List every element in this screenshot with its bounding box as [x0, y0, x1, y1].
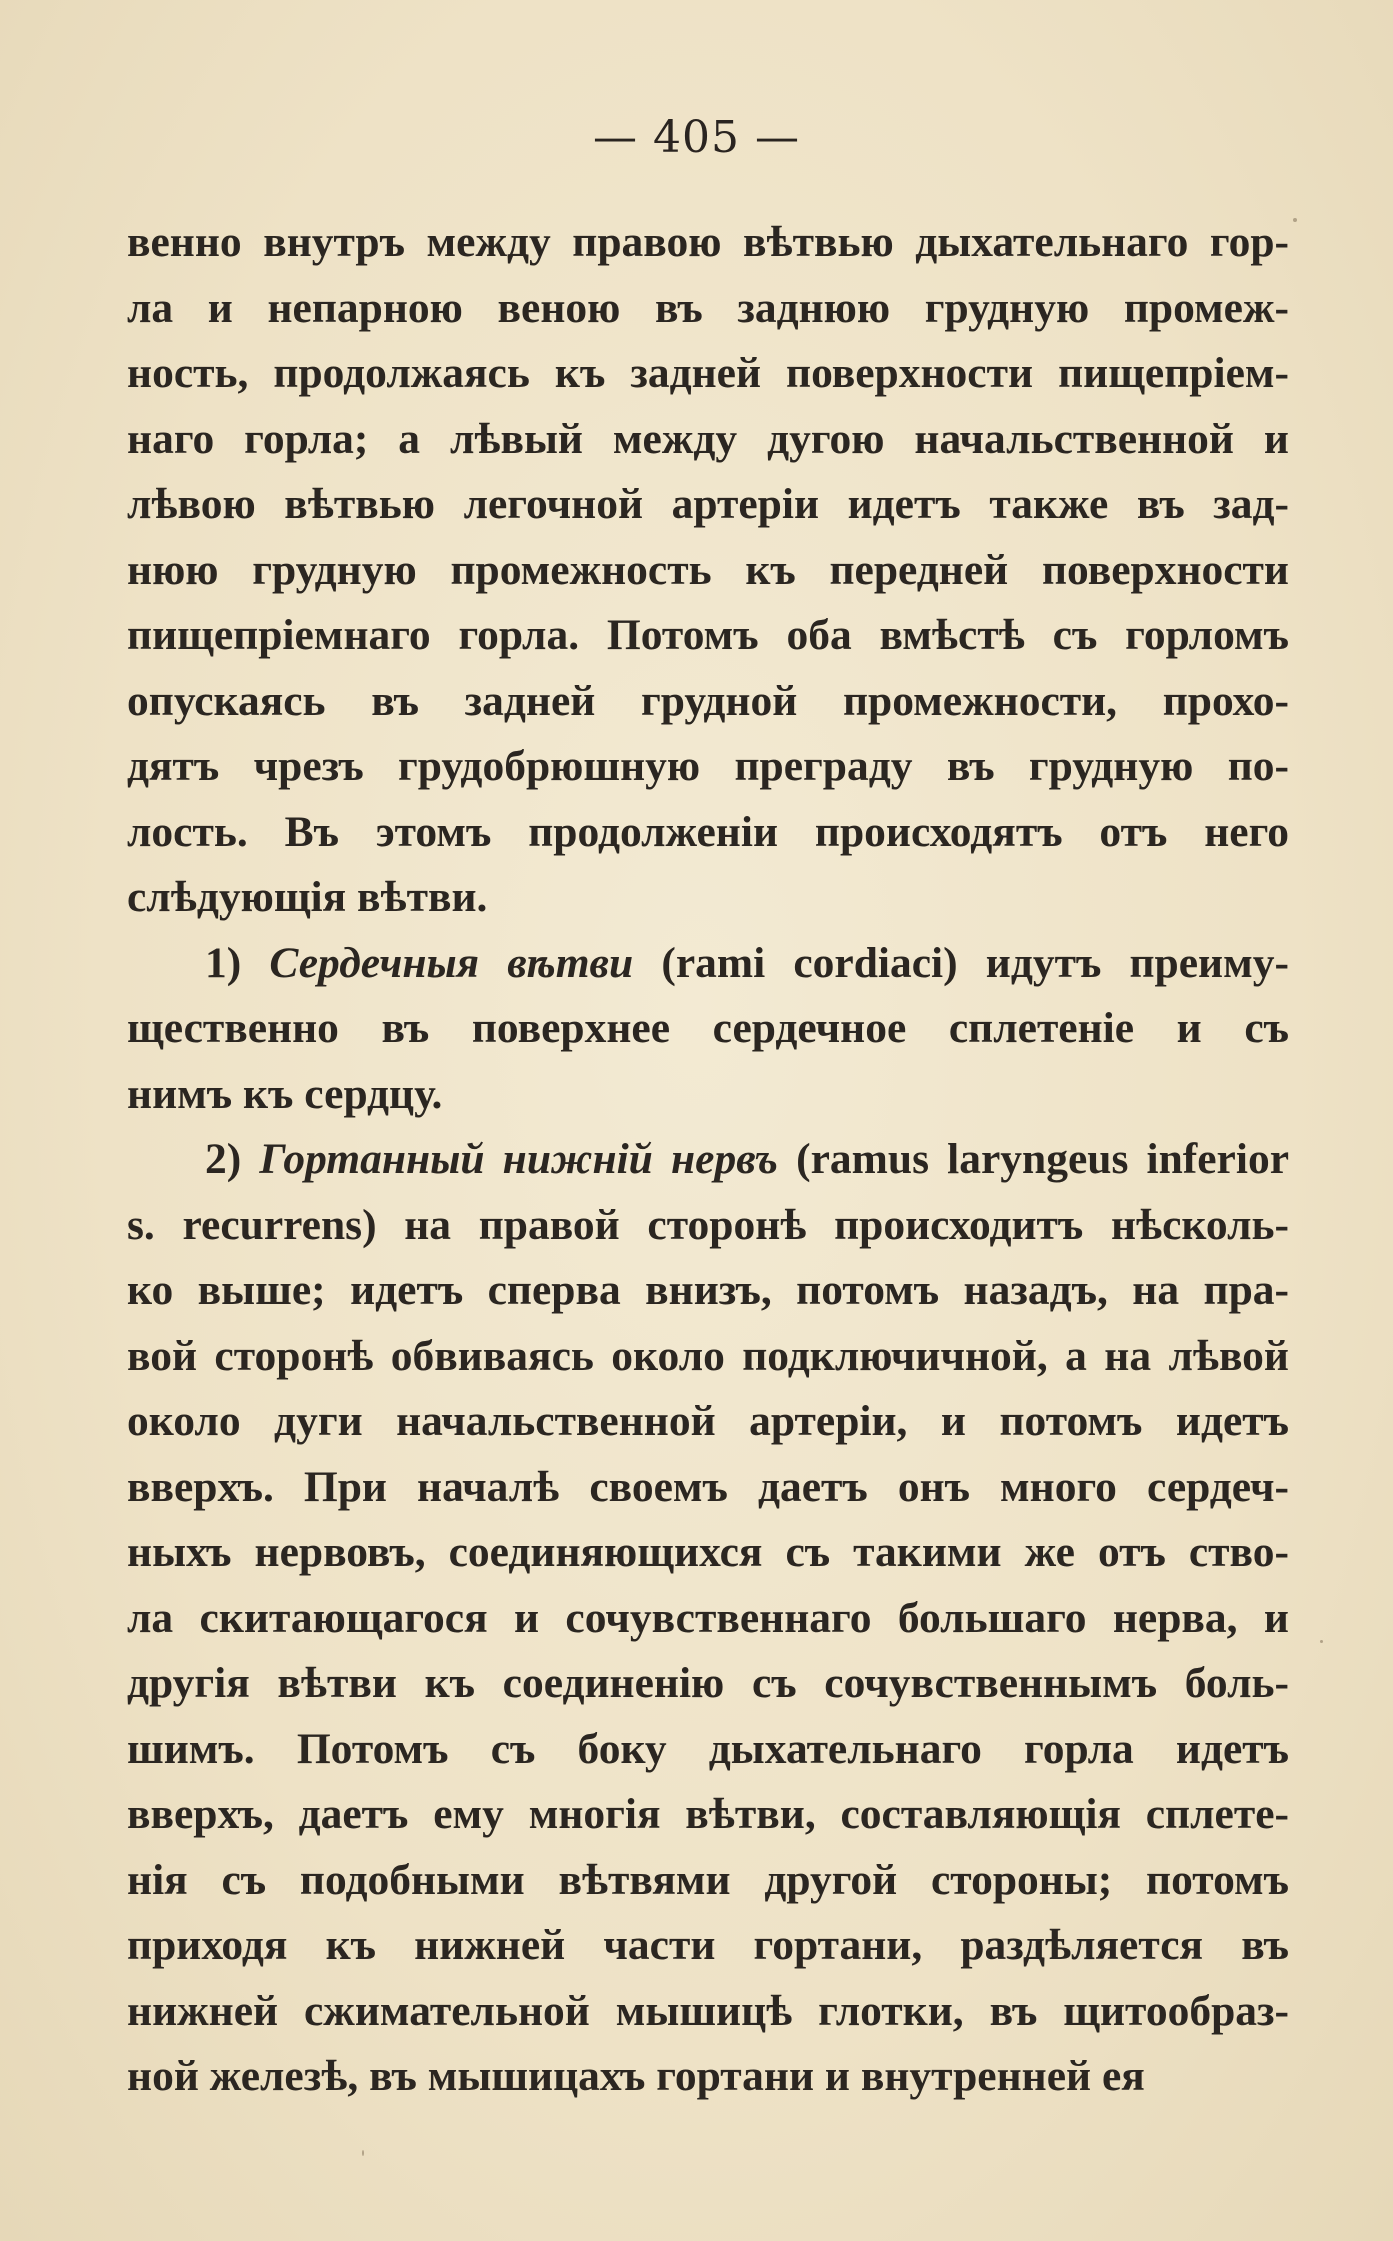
body-text — [127, 210, 1289, 2110]
text-line: ность, продолжаясь къ задней поверхности пищепріем- — [127, 349, 1289, 397]
list-item-1-first-line — [127, 931, 1289, 997]
text-line: нижней сжимательной мышицѣ глотки, въ щитообраз- — [127, 1986, 1289, 2035]
list-number: 1) — [205, 938, 270, 987]
text-line: ной железѣ, въ мышицахъ гортани и внутренней ея — [127, 2052, 1145, 2100]
text-line: пищепріемнаго горла. Потомъ оба вмѣстѣ съ горломъ — [127, 611, 1289, 659]
text-line: s. recurrens) на правой сторонѣ происходитъ нѣсколь- — [127, 1200, 1289, 1249]
page-number: — 405 — — [593, 112, 800, 163]
text-line: ко выше; идетъ сперва внизъ, потомъ назадъ, на пра- — [127, 1266, 1289, 1314]
text-line: вверхъ, даетъ ему многія вѣтви, составляющія сплете- — [127, 1790, 1289, 1838]
italic-term: Гортанный нижній нервъ — [259, 1135, 778, 1183]
text-line: другія вѣтви къ соединенію съ сочувственнымъ боль- — [127, 1659, 1289, 1707]
text-line: лость. Въ этомъ продолженіи происходятъ отъ него — [127, 807, 1289, 856]
text-line: дятъ чрезъ грудобрюшную преграду въ грудную по- — [127, 742, 1289, 790]
text-line: слѣдующія вѣтви. — [127, 873, 488, 921]
text-line: наго горла; а лѣвый между дугою начальственной и — [127, 414, 1289, 463]
italic-term: Сердечныя вѣтви — [269, 938, 634, 987]
text-line: венно внутръ между правою вѣтвью дыхательнаго гор- — [127, 218, 1289, 266]
text-line: лѣвою вѣтвью легочной артеріи идетъ также въ зад- — [127, 480, 1289, 528]
list-item-2-first-line — [127, 1127, 1289, 1193]
text-line: опускаясь въ задней грудной промежности, прохо- — [127, 676, 1289, 725]
text-line: ныхъ нервовъ, соединяющихся съ такими же отъ ство- — [127, 1528, 1289, 1576]
text-line: нимъ къ сердцу. — [127, 1069, 443, 1118]
text-line: около дуги начальственной артеріи, и потомъ идетъ — [127, 1397, 1289, 1445]
text-line: шимъ. Потомъ съ боку дыхательнаго горла идетъ — [127, 1724, 1289, 1773]
text-line: приходя къ нижней части гортани, раздѣляется въ — [127, 1921, 1289, 1969]
text-line: вой сторонѣ обвиваясь около подключичной, а на лѣвой — [127, 1331, 1289, 1380]
line-rest: (rami cordiaci) идутъ преиму- — [633, 938, 1289, 987]
line-rest: (ramus laryngeus inferior — [777, 1135, 1289, 1183]
text-line: ла и непарною веною въ заднюю грудную промеж- — [127, 283, 1289, 332]
text-line: вверхъ. При началѣ своемъ даетъ онъ много сердеч- — [127, 1462, 1289, 1511]
paper-speck — [1320, 1640, 1323, 1643]
text-line: ла скитающагося и сочувственнаго большаго нерва, и — [127, 1593, 1289, 1642]
paper-speck — [362, 2150, 364, 2156]
text-line: нюю грудную промежность къ передней поверхности — [127, 545, 1289, 594]
text-line: щественно въ поверхнее сердечное сплетеніе и съ — [127, 1004, 1289, 1052]
text-line: нія съ подобными вѣтвями другой стороны; потомъ — [127, 1855, 1289, 1904]
paper-speck — [1293, 218, 1297, 222]
list-number: 2) — [205, 1135, 260, 1183]
